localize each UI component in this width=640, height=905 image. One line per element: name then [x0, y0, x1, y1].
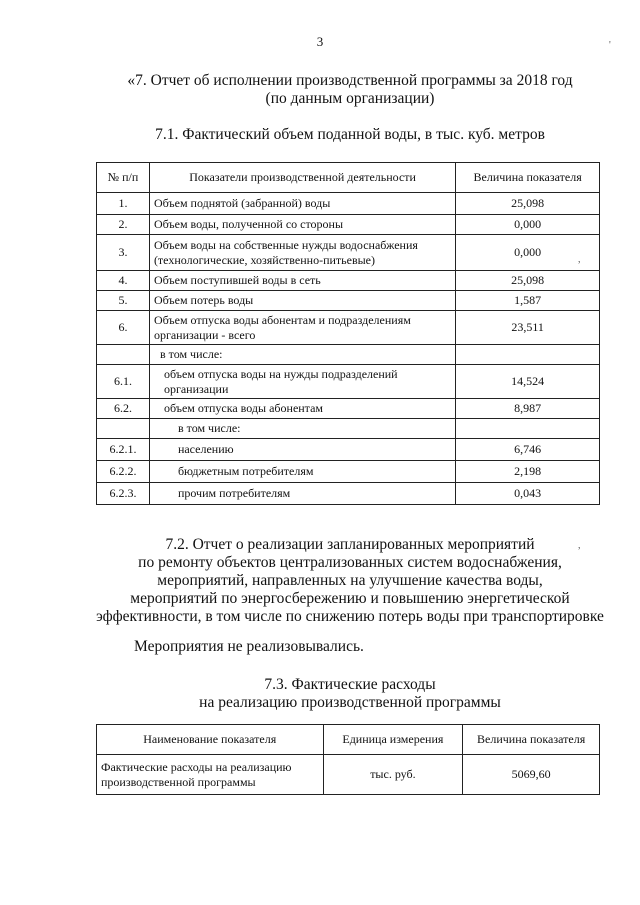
- row-label: населению: [149, 439, 455, 461]
- row-number: [97, 345, 150, 365]
- row-value: 0,043: [456, 483, 600, 505]
- table-row: [97, 483, 600, 505]
- table-row: [97, 399, 600, 419]
- table-row: [97, 291, 600, 311]
- section-7-title-line-1: «7. Отчет об исполнении производственной программы за 2018 год: [127, 72, 573, 89]
- scan-speck: ,: [578, 254, 581, 265]
- row-label: прочим потребителям: [149, 483, 455, 505]
- section-7-3-title: [0, 676, 640, 712]
- row-value: 25,098: [456, 271, 600, 291]
- water-volume-table: [96, 162, 600, 505]
- scan-speck: ,: [578, 540, 581, 551]
- table-row: [97, 271, 600, 291]
- row-number: 2.: [97, 215, 150, 235]
- header-value: Величина показателя: [463, 725, 600, 755]
- header-indicator: Показатели производственной деятельности: [149, 163, 455, 193]
- row-number: 6.2.1.: [97, 439, 150, 461]
- section-7-title-line-2: (по данным организации): [265, 90, 435, 107]
- expenses-table: [96, 724, 600, 795]
- section-7-2-line-5: эффективности, в том числе по снижению потерь воды при транспортировке: [96, 608, 604, 625]
- row-number: 6.1.: [97, 365, 150, 399]
- section-7-2-line-3: мероприятий, направленных на улучшение качества воды,: [157, 572, 543, 589]
- row-value: 14,524: [456, 365, 600, 399]
- row-label: Объем отпуска воды абонентам и подразделениям организации - всего: [149, 311, 455, 345]
- header-name: Наименование показателя: [97, 725, 324, 755]
- row-value: 1,587: [456, 291, 600, 311]
- table-row: [97, 193, 600, 215]
- section-7-title: [0, 72, 640, 108]
- row-label: Фактические расходы на реализацию производственной программы: [97, 755, 324, 795]
- row-number: 1.: [97, 193, 150, 215]
- table-row: [97, 461, 600, 483]
- row-value: 6,746: [456, 439, 600, 461]
- row-label: Объем поступившей воды в сеть: [149, 271, 455, 291]
- row-value: 25,098: [456, 193, 600, 215]
- section-7-2-note: Мероприятия не реализовывались.: [134, 638, 364, 655]
- row-number: 4.: [97, 271, 150, 291]
- row-value: 0,000: [456, 215, 600, 235]
- table-row: [97, 419, 600, 439]
- row-label: в том числе:: [149, 345, 455, 365]
- section-7-3-line-1: 7.3. Фактические расходы: [264, 676, 436, 693]
- row-value: [456, 345, 600, 365]
- table-row: [97, 215, 600, 235]
- table-row: [97, 439, 600, 461]
- row-number: 6.: [97, 311, 150, 345]
- row-label: Объем потерь воды: [149, 291, 455, 311]
- row-label: Объем воды на собственные нужды водоснабжения (технологические, хозяйственно-питьевые): [149, 235, 455, 271]
- header-value: Величина показателя: [456, 163, 600, 193]
- header-number: № п/п: [97, 163, 150, 193]
- row-value: [456, 419, 600, 439]
- table-row: [97, 311, 600, 345]
- row-value: 8,987: [456, 399, 600, 419]
- table-row: [97, 755, 600, 795]
- row-unit: тыс. руб.: [323, 755, 463, 795]
- table-header-row: [97, 725, 600, 755]
- section-7-2-line-4: мероприятий по энергосбережению и повышению энергетической: [130, 590, 570, 607]
- row-number: [97, 419, 150, 439]
- row-number: 6.2.2.: [97, 461, 150, 483]
- section-7-2-line-2: по ремонту объектов централизованных систем водоснабжения,: [138, 554, 562, 571]
- row-label: Объем воды, полученной со стороны: [149, 215, 455, 235]
- row-label: объем отпуска воды абонентам: [149, 399, 455, 419]
- row-value: 0,000: [456, 235, 600, 271]
- row-label: в том числе:: [149, 419, 455, 439]
- row-label: объем отпуска воды на нужды подразделений организации: [149, 365, 455, 399]
- section-7-1-title: 7.1. Фактический объем поданной воды, в тыс. куб. метров: [155, 126, 545, 143]
- table-row: [97, 235, 600, 271]
- row-number: 5.: [97, 291, 150, 311]
- scan-speck: ': [609, 40, 611, 51]
- row-number: 6.2.3.: [97, 483, 150, 505]
- page-number: 3: [316, 34, 324, 49]
- row-value: 2,198: [456, 461, 600, 483]
- row-label: бюджетным потребителям: [149, 461, 455, 483]
- row-number: 3.: [97, 235, 150, 271]
- header-unit: Единица измерения: [323, 725, 463, 755]
- row-value: 5069,60: [463, 755, 600, 795]
- row-label: Объем поднятой (забранной) воды: [149, 193, 455, 215]
- table-row: [97, 345, 600, 365]
- section-7-2-title: [0, 536, 640, 626]
- section-7-3-line-2: на реализацию производственной программы: [199, 694, 501, 711]
- table-header-row: [97, 163, 600, 193]
- section-7-2-line-1: 7.2. Отчет о реализации запланированных мероприятий: [165, 536, 535, 553]
- row-number: 6.2.: [97, 399, 150, 419]
- row-value: 23,511: [456, 311, 600, 345]
- table-row: [97, 365, 600, 399]
